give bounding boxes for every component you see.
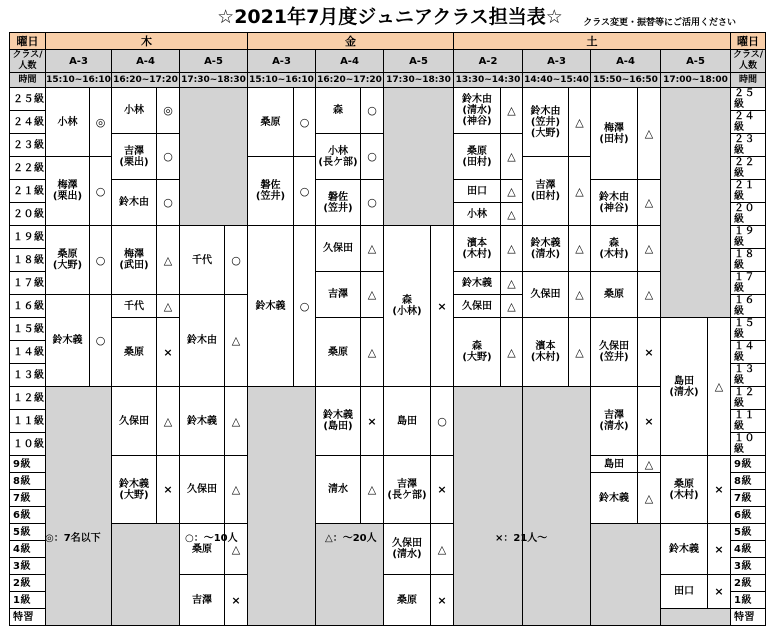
level-label: ２１級 bbox=[731, 180, 766, 203]
size-mark: ○ bbox=[90, 157, 112, 226]
level-label: 2級 bbox=[10, 575, 46, 592]
coach-name: 島田 bbox=[591, 456, 638, 473]
class-header-3: A-3 bbox=[248, 50, 316, 73]
size-mark: ◎ bbox=[157, 88, 180, 134]
level-label: 9級 bbox=[731, 456, 766, 473]
coach-name: 桑原 (木村) bbox=[661, 456, 708, 524]
level-label: 6級 bbox=[10, 507, 46, 524]
size-mark: ○ bbox=[294, 157, 316, 226]
level-label: １１級 bbox=[731, 410, 766, 433]
level-label: １４級 bbox=[10, 341, 46, 364]
size-mark: △ bbox=[501, 226, 523, 272]
level-label: ２２級 bbox=[731, 157, 766, 180]
coach-name: 久保田 bbox=[180, 456, 225, 524]
size-mark: × bbox=[361, 387, 384, 456]
size-mark: △ bbox=[225, 387, 248, 456]
day-header-2: 土 bbox=[454, 33, 731, 50]
level-label: 1級 bbox=[10, 592, 46, 609]
level-label: １３級 bbox=[10, 364, 46, 387]
level-label: １９級 bbox=[10, 226, 46, 249]
coach-name: 久保田 (清水) bbox=[384, 524, 431, 575]
coach-name: 桑原 bbox=[591, 272, 638, 318]
coach-name: 清水 bbox=[316, 456, 361, 524]
size-mark: △ bbox=[501, 203, 523, 226]
time-header-0: 15:10~16:10 bbox=[46, 73, 112, 88]
coach-name: 濱本 (木村) bbox=[454, 226, 501, 272]
level-label: 3級 bbox=[10, 558, 46, 575]
size-mark: △ bbox=[501, 318, 523, 387]
size-mark: △ bbox=[501, 134, 523, 180]
size-mark: ○ bbox=[361, 180, 384, 226]
class-header-1: A-4 bbox=[112, 50, 180, 73]
size-mark: △ bbox=[361, 226, 384, 272]
level-label: 8級 bbox=[10, 473, 46, 490]
size-mark: △ bbox=[569, 157, 591, 226]
no-class-cell bbox=[248, 387, 316, 626]
level-label: ２４級 bbox=[10, 111, 46, 134]
time-label-left: 時間 bbox=[10, 73, 46, 88]
level-label: 特習 bbox=[10, 609, 46, 626]
size-mark: ○ bbox=[361, 88, 384, 134]
class-header-6: A-2 bbox=[454, 50, 523, 73]
level-label: １７級 bbox=[731, 272, 766, 295]
no-class-cell bbox=[661, 88, 731, 318]
coach-name: 吉澤 (栗出) bbox=[112, 134, 157, 180]
level-label: １６級 bbox=[10, 295, 46, 318]
coach-name: 桑原 bbox=[316, 318, 361, 387]
level-label: 9級 bbox=[10, 456, 46, 473]
coach-name: 鈴木義 (大野) bbox=[112, 456, 157, 524]
coach-name: 鈴木義 bbox=[248, 226, 294, 387]
coach-name: 梅澤 (武田) bbox=[112, 226, 157, 295]
size-mark: × bbox=[638, 387, 661, 456]
size-mark: ○ bbox=[157, 180, 180, 226]
coach-name: 桑原 bbox=[248, 88, 294, 157]
level-label: ２２級 bbox=[10, 157, 46, 180]
size-mark: △ bbox=[225, 524, 248, 575]
size-mark: ○ bbox=[90, 226, 112, 295]
size-mark: ○ bbox=[361, 134, 384, 180]
no-class-cell bbox=[454, 387, 523, 626]
size-mark: △ bbox=[361, 318, 384, 387]
level-row bbox=[10, 524, 766, 541]
level-label: 4級 bbox=[10, 541, 46, 558]
count-label-left: クラス/人数 bbox=[10, 50, 46, 73]
no-class-cell bbox=[661, 609, 731, 626]
level-label: １６級 bbox=[731, 295, 766, 318]
level-label: ２５級 bbox=[10, 88, 46, 111]
size-mark: ○ bbox=[294, 226, 316, 387]
level-label: １２級 bbox=[10, 387, 46, 410]
class-header-8: A-4 bbox=[591, 50, 661, 73]
coach-name: 千代 bbox=[112, 295, 157, 318]
coach-name: 鈴木義 bbox=[46, 295, 90, 387]
time-header-6: 13:30~14:30 bbox=[454, 73, 523, 88]
size-mark: △ bbox=[501, 88, 523, 134]
legend-item-double-circle: ◎：7名以下 bbox=[45, 533, 101, 544]
level-label: １０級 bbox=[10, 433, 46, 456]
coach-name: 千代 bbox=[180, 226, 225, 295]
coach-name: 桑原 bbox=[180, 524, 225, 575]
coach-name: 吉澤 bbox=[316, 272, 361, 318]
no-class-cell bbox=[523, 387, 591, 626]
level-label: ２３級 bbox=[10, 134, 46, 157]
coach-name: 小林 bbox=[112, 88, 157, 134]
coach-name: 田口 bbox=[661, 575, 708, 609]
size-mark: △ bbox=[157, 295, 180, 318]
time-header-5: 17:30~18:30 bbox=[384, 73, 454, 88]
size-mark: ○ bbox=[431, 387, 454, 456]
level-label: １８級 bbox=[10, 249, 46, 272]
coach-name: 濱本 (木村) bbox=[523, 318, 569, 387]
size-mark: ◎ bbox=[90, 88, 112, 157]
size-mark: △ bbox=[361, 272, 384, 318]
size-mark: × bbox=[708, 575, 731, 609]
level-label: 5級 bbox=[731, 524, 766, 541]
size-mark: △ bbox=[638, 88, 661, 180]
coach-name: 桑原 (大野) bbox=[46, 226, 90, 295]
coach-name: 鈴木由 bbox=[180, 295, 225, 387]
level-label: ２０級 bbox=[10, 203, 46, 226]
legend-item-cross: ×：21人～ bbox=[495, 533, 548, 544]
size-mark: △ bbox=[225, 295, 248, 387]
size-mark: △ bbox=[569, 318, 591, 387]
time-header-2: 17:30~18:30 bbox=[180, 73, 248, 88]
level-label: １９級 bbox=[731, 226, 766, 249]
day-header-0: 木 bbox=[46, 33, 248, 50]
no-class-cell bbox=[46, 387, 112, 626]
coach-name: 吉澤 bbox=[180, 575, 225, 626]
coach-name: 島田 bbox=[384, 387, 431, 456]
class-header-5: A-5 bbox=[384, 50, 454, 73]
level-label: ２３級 bbox=[731, 134, 766, 157]
size-mark: △ bbox=[569, 88, 591, 157]
no-class-cell bbox=[591, 524, 661, 626]
day-header-left: 曜日 bbox=[10, 33, 46, 50]
coach-name: 小林 bbox=[454, 203, 501, 226]
coach-name: 鈴木義 bbox=[180, 387, 225, 456]
time-header-1: 16:20~17:20 bbox=[112, 73, 180, 88]
class-header-4: A-4 bbox=[316, 50, 384, 73]
size-mark: △ bbox=[638, 272, 661, 318]
size-mark: × bbox=[431, 575, 454, 626]
level-label: 1級 bbox=[731, 592, 766, 609]
level-label: １７級 bbox=[10, 272, 46, 295]
day-header-1: 金 bbox=[248, 33, 454, 50]
coach-name: 梅澤 (栗出) bbox=[46, 157, 90, 226]
coach-name: 鈴木義 (清水) bbox=[523, 226, 569, 272]
level-label: 2級 bbox=[731, 575, 766, 592]
size-mark: × bbox=[431, 226, 454, 387]
time-header-4: 16:20~17:20 bbox=[316, 73, 384, 88]
class-header-0: A-3 bbox=[46, 50, 112, 73]
class-header-2: A-5 bbox=[180, 50, 248, 73]
level-label: ２５級 bbox=[731, 88, 766, 111]
level-label: １５級 bbox=[10, 318, 46, 341]
coach-name: 鈴木義 bbox=[661, 524, 708, 575]
time-label-right: 時間 bbox=[731, 73, 766, 88]
class-header-7: A-3 bbox=[523, 50, 591, 73]
size-mark: △ bbox=[501, 272, 523, 295]
no-class-cell bbox=[112, 524, 180, 626]
size-mark: △ bbox=[638, 456, 661, 473]
size-mark: ○ bbox=[157, 134, 180, 180]
size-mark: ○ bbox=[294, 88, 316, 157]
coach-name: 久保田 bbox=[523, 272, 569, 318]
size-mark: △ bbox=[361, 456, 384, 524]
level-row bbox=[10, 88, 766, 111]
no-class-cell bbox=[384, 88, 454, 226]
level-label: １１級 bbox=[10, 410, 46, 433]
size-mark: × bbox=[157, 318, 180, 387]
size-mark: × bbox=[638, 318, 661, 387]
coach-name: 吉澤 (長ケ部) bbox=[384, 456, 431, 524]
coach-name: 鈴木由 (清水) (神谷) bbox=[454, 88, 501, 134]
size-mark: △ bbox=[638, 180, 661, 226]
coach-name: 鈴木義 bbox=[591, 473, 638, 524]
coach-name: 小林 bbox=[46, 88, 90, 157]
time-header-3: 15:10~16:10 bbox=[248, 73, 316, 88]
coach-name: 桑原 bbox=[384, 575, 431, 626]
coach-name: 久保田 bbox=[454, 295, 501, 318]
coach-name: 鈴木由 bbox=[112, 180, 157, 226]
level-label: 4級 bbox=[731, 541, 766, 558]
size-mark: ○ bbox=[90, 295, 112, 387]
coach-name: 森 (大野) bbox=[454, 318, 501, 387]
level-label: １８級 bbox=[731, 249, 766, 272]
coach-name: 吉澤 (清水) bbox=[591, 387, 638, 456]
coach-name: 森 (木村) bbox=[591, 226, 638, 272]
no-class-cell bbox=[180, 88, 248, 226]
level-label: １４級 bbox=[731, 341, 766, 364]
page-title: ☆2021年7月度ジュニアクラス担当表☆ bbox=[217, 6, 563, 28]
size-mark: × bbox=[225, 575, 248, 626]
level-row bbox=[10, 387, 766, 410]
level-label: １２級 bbox=[731, 387, 766, 410]
coach-name: 鈴木由 (笠井) (大野) bbox=[523, 88, 569, 157]
size-mark: △ bbox=[569, 226, 591, 272]
size-mark: △ bbox=[638, 473, 661, 524]
size-mark: △ bbox=[569, 272, 591, 318]
coach-name: 桑原 (田村) bbox=[454, 134, 501, 180]
level-label: 8級 bbox=[731, 473, 766, 490]
legend-item-triangle: △：～20人 bbox=[325, 533, 377, 544]
level-label: ２０級 bbox=[731, 203, 766, 226]
size-mark: × bbox=[157, 456, 180, 524]
legend-item-circle: ○：～10人 bbox=[185, 533, 238, 544]
coach-name: 久保田 bbox=[112, 387, 157, 456]
level-label: １０級 bbox=[731, 433, 766, 456]
count-label-right: クラス/人数 bbox=[731, 50, 766, 73]
coach-name: 島田 (清水) bbox=[661, 318, 708, 456]
class-header-9: A-5 bbox=[661, 50, 731, 73]
coach-name: 鈴木義 bbox=[454, 272, 501, 295]
coach-name: 森 (小林) bbox=[384, 226, 431, 387]
size-mark: △ bbox=[501, 295, 523, 318]
size-mark: △ bbox=[638, 226, 661, 272]
time-header-9: 17:00~18:00 bbox=[661, 73, 731, 88]
coach-name: 鈴木義 (島田) bbox=[316, 387, 361, 456]
level-label: 5級 bbox=[10, 524, 46, 541]
size-mark: △ bbox=[157, 226, 180, 295]
level-row bbox=[10, 456, 766, 473]
time-header-8: 15:50~16:50 bbox=[591, 73, 661, 88]
level-row bbox=[10, 226, 766, 249]
schedule-table bbox=[9, 32, 766, 626]
level-label: 7級 bbox=[731, 490, 766, 507]
coach-name: 久保田 (笠井) bbox=[591, 318, 638, 387]
coach-name: 森 bbox=[316, 88, 361, 134]
level-label: 特習 bbox=[731, 609, 766, 626]
coach-name: 田口 bbox=[454, 180, 501, 203]
size-mark: △ bbox=[225, 456, 248, 524]
level-label: １５級 bbox=[731, 318, 766, 341]
size-mark: × bbox=[708, 524, 731, 575]
level-label: 7級 bbox=[10, 490, 46, 507]
size-mark: △ bbox=[431, 524, 454, 575]
coach-name: 桑原 bbox=[112, 318, 157, 387]
level-label: ２４級 bbox=[731, 111, 766, 134]
coach-name: 磐佐 (笠井) bbox=[248, 157, 294, 226]
size-mark: △ bbox=[708, 318, 731, 456]
coach-name: 吉澤 (田村) bbox=[523, 157, 569, 226]
usage-note: クラス変更・振替等にご活用ください bbox=[583, 18, 736, 28]
coach-name: 梅澤 (田村) bbox=[591, 88, 638, 180]
time-header-7: 14:40~15:40 bbox=[523, 73, 591, 88]
size-mark: × bbox=[431, 456, 454, 524]
size-mark: ○ bbox=[225, 226, 248, 295]
coach-name: 鈴木由 (神谷) bbox=[591, 180, 638, 226]
level-label: 3級 bbox=[731, 558, 766, 575]
size-mark: △ bbox=[501, 180, 523, 203]
coach-name: 久保田 bbox=[316, 226, 361, 272]
day-header-right: 曜日 bbox=[731, 33, 766, 50]
coach-name: 小林 (長ケ部) bbox=[316, 134, 361, 180]
coach-name: 磐佐 (笠井) bbox=[316, 180, 361, 226]
level-label: ２１級 bbox=[10, 180, 46, 203]
level-label: 6級 bbox=[731, 507, 766, 524]
size-mark: △ bbox=[157, 387, 180, 456]
level-label: １３級 bbox=[731, 364, 766, 387]
size-mark: × bbox=[708, 456, 731, 524]
